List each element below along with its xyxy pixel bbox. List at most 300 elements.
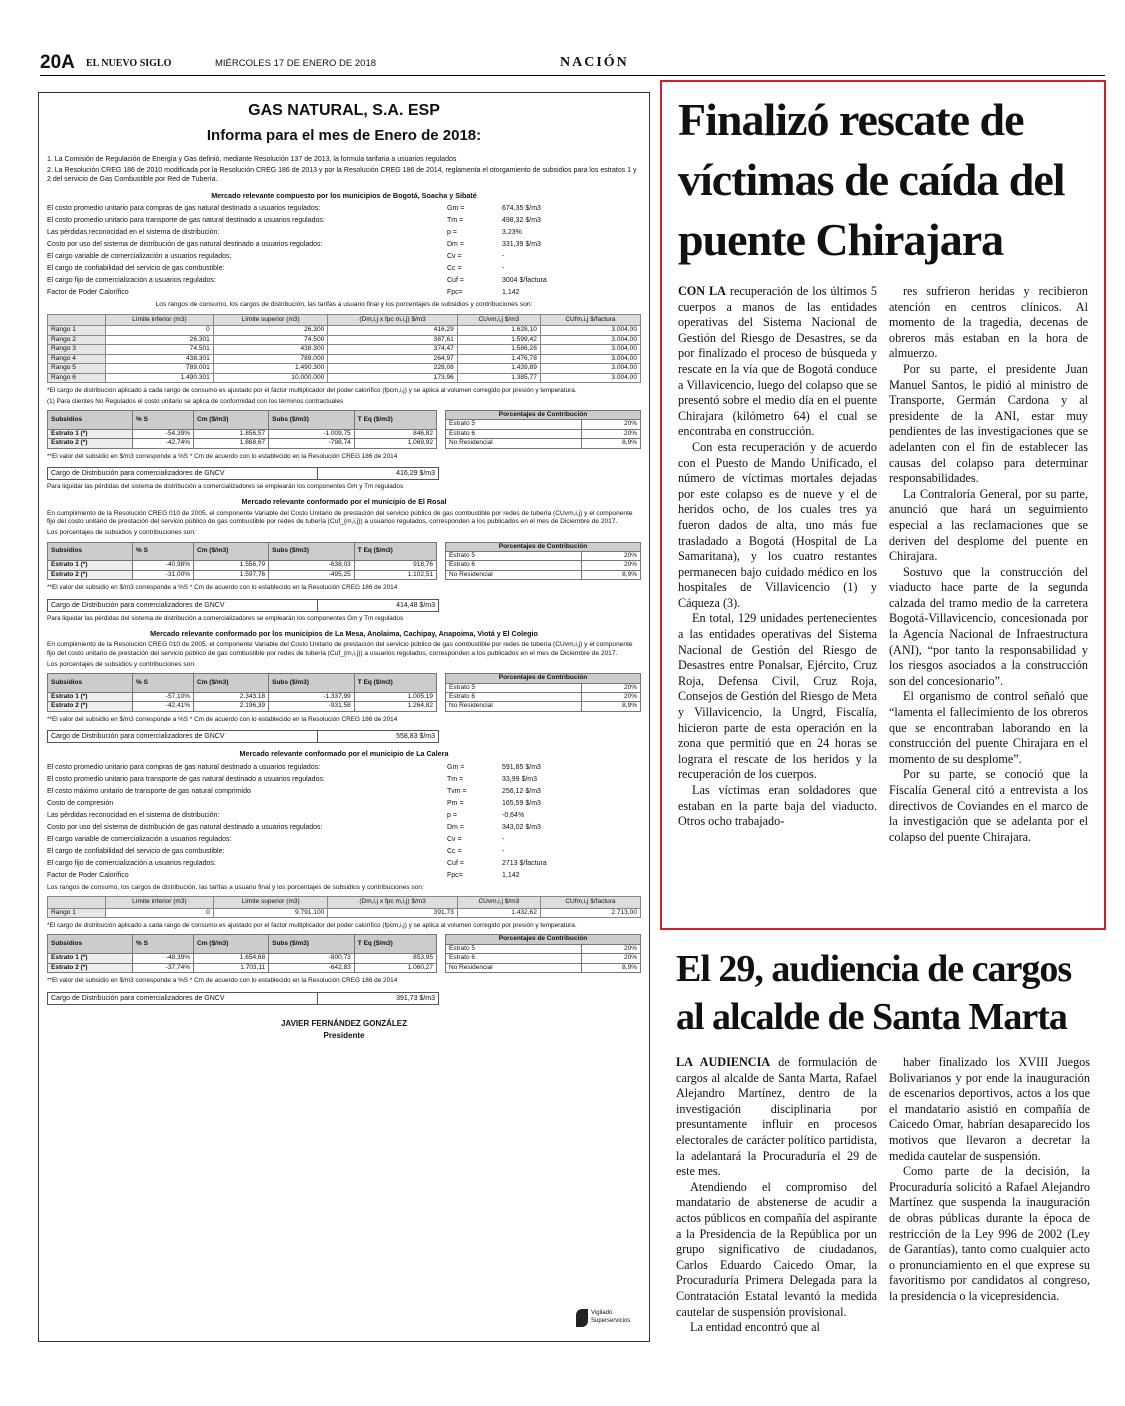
- table-cell: -1.009,75: [269, 429, 355, 438]
- table-cell: 3.004,00: [540, 373, 640, 383]
- param-value: 3004 $/factura: [502, 276, 547, 284]
- market-title: Mercado relevante compuesto por los municipios de Bogotá, Soacha y Sibaté: [211, 190, 477, 200]
- article-santa-marta: [660, 945, 1106, 1365]
- table-row: [446, 683, 641, 692]
- param-label: Factor de Poder Calorífico: [47, 288, 129, 296]
- ranges-header-cell: [48, 897, 106, 908]
- table-cell: -48,39%: [132, 954, 193, 963]
- contribution-table: [445, 934, 641, 973]
- section-name: NACIÓN: [560, 55, 629, 70]
- gncv-charge: [47, 992, 439, 1005]
- ranges-note: *El cargo de distribución aplicado a cada rango de consumo es ajustado por el factor multiplicador del poder calorífico (fpcm,i,j) y se aplica al volumen corregido por presión y temperatura.: [47, 387, 577, 395]
- table-cell: Estrato 5: [446, 420, 582, 429]
- contribution-table: [445, 673, 641, 712]
- param-value: 591,85 $/m3: [502, 763, 541, 771]
- table-cell: 1.385,77: [457, 373, 540, 383]
- ranges-header-cell: Límite inferior (m3): [105, 897, 213, 908]
- table-cell: 9.791.100: [213, 908, 327, 918]
- table-row: [446, 429, 641, 438]
- table-cell: 20%: [582, 692, 641, 701]
- table-cell: 387,61: [328, 335, 458, 345]
- table-row: [48, 354, 641, 364]
- contribution-header-row: [446, 542, 641, 551]
- article-paragraph: [889, 767, 1088, 845]
- table-cell: Rango 2: [48, 335, 106, 345]
- gncv-label: Cargo de Distribución para comercializadores de GNCV: [48, 600, 318, 611]
- subsidies-header-cell: Cm ($/m3): [194, 410, 269, 429]
- article-paragraph: [889, 284, 1088, 362]
- paragraph-text: En total, 129 unidades pertenecientes a las entidades operativas del Sistema Nacional de Gestión del Riesgo de Desastres entre Ponalsar, Ejército, Cruz Roja, Defensa Civil, Cruz Roja, Consejos de Gestión del Riesgo de Meta y Villavicencio, la Ungrd, Fiscalía, hicieron parte de esta operación en la zona que permitió que en 24 horas se lograra el rescate de los heridos y la recuperación de los cuerpos.: [678, 611, 877, 782]
- table-cell: 846,82: [354, 429, 436, 438]
- table-row: [48, 429, 437, 438]
- intro-paragraph: 2. La Resolución CREG 186 de 2010 modificada por la Resolución CREG 186 de 2013 y por la Resolución CREG 186 de 2014, reglamenta el otorgamiento de subsidios para los estratos 1 y 2 del servicio de Gas Combustible por Red de Tubería.: [47, 167, 637, 184]
- table-cell: -31,00%: [132, 570, 193, 579]
- table-cell: 173,96: [328, 373, 458, 383]
- table-row: [446, 420, 641, 429]
- market-text: En cumplimiento de la Resolución CREG 010 de 2005, el componente Variable del Costo Unitario de prestación del servicio público de gas combustible por redes de tubería (CUvm,i,j) y el componente fijo del costo unitario de prestación del servicio público de gas combustible por redes de tubería (Cuf_{m,i,j}) a usuarios regulados, corresponden a los publicados en el mes de Diciembre de 2017.: [47, 509, 633, 526]
- masthead: [40, 52, 1105, 76]
- table-cell: -37,74%: [132, 963, 193, 972]
- table-cell: 438.301: [105, 354, 213, 364]
- table-row: [446, 561, 641, 570]
- table-cell: Rango 4: [48, 354, 106, 364]
- subsidy-note: **El valor del subsidio en $/m3 corresponde a %S * Cm de acuerdo con lo establecido en la Resolución CREG 186 de 2014: [47, 977, 398, 985]
- subsidies-table: [47, 673, 437, 712]
- paragraph-text: haber finalizado los XVIII Juegos Bolivarianos y por ende la inauguración de escenarios deportivos, actos a los que el mandatario asistió en compañía de Caicedo Omar, habrían desaparecido los motivos que llevaron a decretar la medida cautelar de suspensión.: [889, 1055, 1090, 1163]
- table-cell: 20%: [582, 561, 641, 570]
- param-label: El costo promedio unitario para compras de gas natural destinado a usuarios regulados:: [47, 763, 321, 771]
- gncv-value: 391,73 $/m3: [396, 994, 435, 1002]
- table-cell: Estrato 1 (*): [48, 429, 133, 438]
- param-symbol: Tm =: [447, 775, 464, 783]
- losses-note: Para liquidar las pérdidas del sistema de distribución a comercializadores se emplearán los componentes Gm y Tm regulados: [47, 614, 404, 622]
- table-cell: 26.300: [213, 325, 327, 335]
- param-symbol: p =: [447, 811, 457, 819]
- gncv-charge: [47, 599, 439, 612]
- param-value: -: [502, 835, 505, 843]
- gas-natural-notice: [38, 92, 650, 1342]
- ranges-table: [47, 314, 641, 384]
- table-cell: -57,10%: [132, 692, 193, 701]
- logo-text: Vigilado Superservicios: [591, 1310, 631, 1324]
- table-cell: Rango 5: [48, 364, 106, 374]
- gncv-value: 416,29 $/m3: [396, 470, 435, 478]
- table-row: [446, 954, 641, 963]
- article-paragraph: [678, 284, 877, 440]
- table-row: [48, 335, 641, 345]
- param-label: El costo promedio unitario para transporte de gas natural destinado a usuarios regulados:: [47, 775, 325, 783]
- subsidies-block: [47, 410, 641, 449]
- market-title: Mercado relevante conformado por el municipio de La Calera: [239, 749, 449, 759]
- param-value: 1,142: [502, 288, 520, 296]
- param-label: Las pérdidas reconocidad en el sistema de distribución:: [47, 811, 220, 819]
- table-cell: 1.439,89: [457, 364, 540, 374]
- table-cell: 8,9%: [582, 963, 641, 972]
- article-paragraph: [889, 1164, 1090, 1304]
- issue-date: MIÉRCOLES 17 DE ENERO DE 2018: [215, 58, 377, 69]
- param-label: El cargo de confiabilidad del servicio de gas combustible:: [47, 264, 225, 272]
- contribution-header-row: [446, 935, 641, 944]
- table-cell: 20%: [582, 954, 641, 963]
- percent-caption: Los porcentajes de subsidios y contribuciones son:: [47, 528, 196, 536]
- table-row: [48, 345, 641, 355]
- table-cell: Rango 1: [48, 908, 106, 918]
- table-cell: Estrato 6: [446, 429, 582, 438]
- subsidies-header-cell: Subsidios: [48, 935, 133, 954]
- table-cell: Rango 3: [48, 345, 106, 355]
- table-row: [48, 963, 437, 972]
- contribution-table: [445, 410, 641, 449]
- table-cell: 789.001: [105, 364, 213, 374]
- table-cell: 264,97: [328, 354, 458, 364]
- param-value: 331,39 $/m3: [502, 240, 541, 248]
- table-cell: Estrato 1 (*): [48, 954, 133, 963]
- table-cell: 8,9%: [582, 439, 641, 448]
- param-label: El costo máximo unitario de transporte de gas natural comprimido: [47, 787, 251, 795]
- gncv-charge: [47, 467, 439, 480]
- table-cell: 391,73: [328, 908, 458, 918]
- article-paragraph: [678, 611, 877, 783]
- param-label: Costo por uso del sistema de distribución de gas natural destinado a usuarios regulados:: [47, 240, 323, 248]
- market-title: Mercado relevante conformado por los municipios de La Mesa, Anolaima, Cachipay, Anapoima, Viotá y El Colegio: [150, 629, 538, 639]
- table-cell: No Residencial: [446, 963, 582, 972]
- table-cell: 438.300: [213, 345, 327, 355]
- gncv-label: Cargo de Distribución para comercializadores de GNCV: [48, 731, 318, 742]
- subsidies-header-cell: Subs ($/m3): [269, 542, 355, 561]
- subsidies-block: [47, 542, 641, 581]
- table-row: [446, 963, 641, 972]
- param-label: Las pérdidas reconocidad en el sistema de distribución:: [47, 228, 220, 236]
- article-paragraph: [889, 487, 1088, 565]
- table-row: [446, 944, 641, 953]
- subsidies-header-cell: T Eq ($/m3): [354, 674, 436, 693]
- article-column: [678, 284, 877, 845]
- ranges-header-cell: Límite superior (m3): [213, 897, 327, 908]
- subsidies-header-cell: Cm ($/m3): [194, 674, 269, 693]
- table-cell: Estrato 5: [446, 944, 582, 953]
- table-cell: 2.196,39: [194, 702, 269, 711]
- table-row: [48, 702, 437, 711]
- table-cell: Estrato 2 (*): [48, 702, 133, 711]
- table-cell: -1.337,99: [269, 692, 355, 701]
- table-cell: Estrato 2 (*): [48, 963, 133, 972]
- paragraph-text: Con esta recuperación y de acuerdo con el Puesto de Mando Unificado, el número de víctimas mortales dejadas por este colapso es de nueve y el de heridos ocho, de los cuales tres ya fueron dados de alta, uno más fue trasladado a Bogotá (Hospital de La Samaritana), y los cuatro restantes permanecen bajo cuidado médico en los hospitales de Villavicencio (1) y Cáqueza (3).: [678, 439, 877, 610]
- market-parameters: [47, 762, 641, 882]
- param-symbol: Pm =: [447, 799, 464, 807]
- param-value: 498,32 $/m3: [502, 216, 541, 224]
- param-value: 2713 $/factura: [502, 859, 547, 867]
- param-symbol: Dm =: [447, 823, 464, 831]
- param-label: El cargo fijo de comercialización a usuarios regulados:: [47, 276, 216, 284]
- table-cell: 20%: [582, 944, 641, 953]
- table-cell: -40,98%: [132, 561, 193, 570]
- table-cell: 789.000: [213, 354, 327, 364]
- param-label: Factor de Poder Calorífico: [47, 871, 129, 879]
- gncv-label: Cargo de Distribución para comercializadores de GNCV: [48, 468, 318, 479]
- table-cell: 1.856,57: [194, 429, 269, 438]
- param-label: El cargo variable de comercialización a usuarios regulados:: [47, 835, 232, 843]
- table-row: [48, 325, 641, 335]
- table-row: [48, 561, 437, 570]
- article-paragraph: [676, 1055, 877, 1180]
- table-cell: 0: [105, 908, 213, 918]
- article-column: [889, 1055, 1090, 1336]
- paragraph-text: La Contraloría General, por su parte, anunció que hará un seguimiento especial a las reclamaciones que se deriven del desplome del puente en Chirajara.: [889, 486, 1088, 564]
- article-paragraph: [678, 783, 877, 830]
- table-cell: Rango 6: [48, 373, 106, 383]
- paragraph-text: El organismo de control señaló que “lamenta el fallecimiento de los obreros que se encontraban laborando en la construcción del puente Chirajara en el momento de su desplome”.: [889, 689, 1088, 766]
- subsidies-header-cell: Subsidios: [48, 674, 133, 693]
- article-column: [889, 284, 1088, 845]
- percent-caption: Los porcentajes de subsidios y contribuciones son:: [47, 660, 196, 668]
- table-cell: No Residencial: [446, 570, 582, 579]
- table-cell: 918,76: [354, 561, 436, 570]
- table-cell: 74.500: [213, 335, 327, 345]
- paragraph-text: Por su parte, se conoció que la Fiscalía General citó a entrevista a los directivos de Coviandes en el marco de la investigación que se adelanta por el colapso del puente Chirajara.: [889, 767, 1088, 844]
- table-row: [446, 702, 641, 711]
- table-cell: 1.069,92: [354, 439, 436, 448]
- notice-subtitle: Informa para el mes de Enero de 2018:: [206, 126, 482, 144]
- table-cell: 1.556,79: [194, 561, 269, 570]
- lead-in: CON LA: [678, 284, 726, 298]
- lead-in: LA AUDIENCIA: [676, 1055, 771, 1069]
- subsidy-note: **El valor del subsidio en $/m3 corresponde a %S * Cm de acuerdo con lo establecido en la Resolución CREG 186 de 2014: [47, 715, 398, 723]
- table-cell: 3.004,00: [540, 335, 640, 345]
- subsidies-header-row: [48, 542, 437, 561]
- ranges-note: *El cargo de distribución aplicado a cada rango de consumo es ajustado por el factor multiplicador del poder calorífico (fpcm,i,j) y se aplica al volumen corregido por presión y temperatura.: [47, 922, 577, 930]
- table-cell: -42,74%: [132, 439, 193, 448]
- paragraph-text: res sufrieron heridas y recibieron atención en centros clínicos. Al momento de la tragedia, decenas de obreros más estaban en la hora de almuerzo.: [889, 284, 1088, 361]
- table-row: [48, 908, 641, 918]
- ranges-header-cell: CUfm,i,j $/factura: [540, 897, 640, 908]
- ranges-header-cell: CUfm,i,j $/factura: [540, 314, 640, 325]
- ranges-note: (1) Para clientes No Regulados el costo unitario se aplica de conformidad con los términos contractuales: [47, 397, 344, 405]
- subsidies-table: [47, 542, 437, 581]
- article-paragraph: [676, 1320, 877, 1336]
- article-column: [676, 1055, 877, 1336]
- ranges-header-row: [48, 897, 641, 908]
- param-symbol: Cv =: [447, 252, 462, 260]
- subsidies-header-cell: Cm ($/m3): [194, 542, 269, 561]
- superservicios-icon: [576, 1309, 588, 1327]
- param-symbol: p =: [447, 228, 457, 236]
- table-cell: 20%: [582, 551, 641, 560]
- table-cell: 1.586,28: [457, 345, 540, 355]
- table-cell: 1.654,68: [194, 954, 269, 963]
- signature-name: JAVIER FERNÁNDEZ GONZÁLEZ: [280, 1018, 408, 1028]
- param-symbol: Gm =: [447, 204, 465, 212]
- paragraph-text: Por su parte, el presidente Juan Manuel Santos, le pidió al ministro de Transporte, Germán Cardona y al presidente de la ANI, estar muy pendientes de las investigaciones que se adelanten con el fin de establecer las causas del colapso para determinar responsabilidades.: [889, 361, 1088, 486]
- table-cell: 8,9%: [582, 570, 641, 579]
- article-paragraph: [678, 440, 877, 612]
- gncv-charge: [47, 730, 439, 743]
- table-cell: 1.264,82: [354, 702, 436, 711]
- subsidies-header-cell: T Eq ($/m3): [354, 410, 436, 429]
- table-cell: 1.599,42: [457, 335, 540, 345]
- table-cell: -42,41%: [132, 702, 193, 711]
- param-value: 3,23%: [502, 228, 522, 236]
- table-cell: 3.004,00: [540, 364, 640, 374]
- table-cell: Estrato 5: [446, 683, 582, 692]
- market-title: Mercado relevante conformado por el municipio de El Rosal: [241, 497, 447, 507]
- subsidies-header-cell: Subs ($/m3): [269, 935, 355, 954]
- table-cell: 1.628,10: [457, 325, 540, 335]
- page-number: 20A: [40, 52, 75, 73]
- paragraph-text: de formulación de cargos al alcalde de Santa Marta, Rafael Alejandro Martínez, dentro de la investigación disciplinaria por presuntamente influir en procesos electorales de carácter político partidista, la adelantará la Procuraduría el 29 de este mes.: [676, 1055, 877, 1179]
- contribution-table: [445, 542, 641, 581]
- subsidies-header-cell: T Eq ($/m3): [354, 935, 436, 954]
- subsidies-header-cell: % S: [132, 410, 193, 429]
- subsidies-block: [47, 673, 641, 712]
- param-symbol: Dm =: [447, 240, 464, 248]
- table-cell: Estrato 6: [446, 954, 582, 963]
- paragraph-text: Sostuvo que la construcción del viaducto hace parte de la segunda calzada del tramo medio de la carretera Bogotá-Villavicencio, concesionada por la Agencia Nacional de Infraestructura (ANI), “por tanto la responsabilidad y los riesgos asociados a la construcción son del concesionario”.: [889, 564, 1088, 688]
- table-cell: 228,08: [328, 364, 458, 374]
- table-cell: 26.301: [105, 335, 213, 345]
- table-cell: Rango 1: [48, 325, 106, 335]
- subsidies-header-cell: % S: [132, 935, 193, 954]
- paragraph-text: Atendiendo el compromiso del mandatario de abstenerse de acudir a actos públicos en compañía del aspirante a la Presidencia de la República por un grupo significativo de ciudadanos, Carlos Eduardo Caicedo Omar, la Procuraduría Primera Delegada para la Contratación Estatal levantó la medida cautelar de suspensión provisional.: [676, 1179, 877, 1319]
- paragraph-text: Las víctimas eran soldadores que estaban en la parte baja del viaducto. Otros ocho trabajado-: [678, 783, 877, 829]
- gncv-label: Cargo de Distribución para comercializadores de GNCV: [48, 993, 318, 1004]
- losses-note: Para liquidar las pérdidas del sistema de distribución a comercializadores se emplearán los componentes Gm y Tm regulados: [47, 483, 404, 491]
- paragraph-text: recuperación de los últimos 5 cuerpos a manos de las entidades operativas del Sistema Nacional de Gestión del Riesgo de Desastres, se da por finalizado el proceso de búsqueda y rescate en la vía que de Bogotá conduce a Villavicencio, luego del colapso que se presentó sobre el medio día en el puente Chirajara (kilómetro 64) el cual se encontraba en construcción.: [678, 284, 877, 439]
- subsidy-note: **El valor del subsidio en $/m3 corresponde a %S * Cm de acuerdo con lo establecido en la Resolución CREG 186 de 2014: [47, 584, 398, 592]
- subsidies-header-cell: Cm ($/m3): [194, 935, 269, 954]
- param-symbol: Fpc=: [447, 288, 463, 296]
- param-label: El cargo variable de comercialización a usuarios regulados:: [47, 252, 232, 260]
- ranges-caption: Los rangos de consumo, los cargos de distribución, las tarifas a usuario final y los porcentajes de subsidios y contribuciones son:: [155, 300, 533, 308]
- table-cell: Estrato 2 (*): [48, 570, 133, 579]
- table-cell: 1.868,67: [194, 439, 269, 448]
- table-cell: Estrato 2 (*): [48, 439, 133, 448]
- table-row: [48, 439, 437, 448]
- param-value: 674,35 $/m3: [502, 204, 541, 212]
- article-body: [678, 284, 1088, 845]
- param-value: 165,59 $/m3: [502, 799, 541, 807]
- gncv-value: 414,48 $/m3: [396, 601, 435, 609]
- ranges-header-cell: (Dm,i,j x fpc m,i,j) $/m3: [328, 897, 458, 908]
- table-cell: 20%: [582, 683, 641, 692]
- subsidies-header-cell: Subsidios: [48, 410, 133, 429]
- subsidies-table: [47, 934, 437, 973]
- subsidy-note: **El valor del subsidio en $/m3 corresponde a %S * Cm de acuerdo con lo establecido en la Resolución CREG 186 de 2014: [47, 452, 398, 460]
- table-cell: -931,58: [269, 702, 355, 711]
- param-symbol: Tvm =: [447, 787, 467, 795]
- contribution-header: Porcentajes de Contribución: [446, 674, 641, 683]
- table-cell: 1.432,62: [457, 908, 540, 918]
- table-row: [446, 692, 641, 701]
- param-value: -0,64%: [502, 811, 525, 819]
- table-row: [48, 364, 641, 374]
- article-paragraph: [889, 689, 1088, 767]
- subsidies-block: [47, 934, 641, 973]
- table-cell: 1.476,78: [457, 354, 540, 364]
- param-symbol: Cuf =: [447, 859, 464, 867]
- contribution-header-row: [446, 674, 641, 683]
- table-cell: 74.501: [105, 345, 213, 355]
- article-body: [676, 1055, 1090, 1336]
- gncv-value: 558,83 $/m3: [396, 733, 435, 741]
- ranges-header-cell: (Dm,i,j x fpc m,i,j) $/m3: [328, 314, 458, 325]
- table-cell: 3.004,00: [540, 354, 640, 364]
- param-symbol: Cv =: [447, 835, 462, 843]
- table-cell: Estrato 5: [446, 551, 582, 560]
- table-cell: Estrato 1 (*): [48, 561, 133, 570]
- notice-company: GAS NATURAL, S.A. ESP: [248, 102, 440, 119]
- ranges-header-cell: Límite inferior (m3): [105, 314, 213, 325]
- ranges-header-cell: [48, 314, 106, 325]
- notice-intro: [47, 155, 641, 184]
- table-cell: -800,73: [269, 954, 355, 963]
- param-value: -: [502, 264, 505, 272]
- table-cell: 1.703,11: [194, 963, 269, 972]
- table-cell: 8,9%: [582, 702, 641, 711]
- article-chirajara: [660, 80, 1106, 930]
- param-symbol: Fpc=: [447, 871, 463, 879]
- table-cell: -798,74: [269, 439, 355, 448]
- param-value: 256,12 $/m3: [502, 787, 541, 795]
- param-label: El costo promedio unitario para transporte de gas natural destinado a usuarios regulados:: [47, 216, 325, 224]
- article-paragraph: [889, 362, 1088, 487]
- table-row: [446, 551, 641, 560]
- param-symbol: Cc =: [447, 264, 462, 272]
- subsidies-table: [47, 410, 437, 449]
- table-cell: 416,29: [328, 325, 458, 335]
- article-headline: Finalizó rescate de víctimas de caída del puente Chirajara: [678, 94, 1065, 265]
- market-parameters: [47, 203, 641, 299]
- table-cell: -54,39%: [132, 429, 193, 438]
- subsidies-header-cell: T Eq ($/m3): [354, 542, 436, 561]
- subsidies-header-cell: % S: [132, 674, 193, 693]
- param-value: 343,02 $/m3: [502, 823, 541, 831]
- table-cell: 3.004,00: [540, 345, 640, 355]
- newspaper-name: EL NUEVO SIGLO: [86, 58, 172, 69]
- table-row: [48, 692, 437, 701]
- ranges-header-cell: CUvm,i,j $/m3: [457, 314, 540, 325]
- table-cell: No Residencial: [446, 702, 582, 711]
- param-label: El cargo fijo de comercialización a usuarios regulados:: [47, 859, 216, 867]
- superservicios-logo: [576, 1309, 639, 1327]
- param-label: El cargo de confiabilidad del servicio de gas combustible:: [47, 847, 225, 855]
- table-cell: -642,83: [269, 963, 355, 972]
- table-cell: 10.000.000: [213, 373, 327, 383]
- subsidies-header-row: [48, 674, 437, 693]
- param-symbol: Gm =: [447, 763, 465, 771]
- param-label: Costo por uso del sistema de distribución de gas natural destinado a usuarios regulados:: [47, 823, 323, 831]
- subsidies-header-row: [48, 410, 437, 429]
- table-cell: Estrato 1 (*): [48, 692, 133, 701]
- param-value: -: [502, 252, 505, 260]
- table-cell: No Residencial: [446, 439, 582, 448]
- article-paragraph: [889, 565, 1088, 690]
- ranges-caption: Los rangos de consumo, los cargos de distribución, las tarifas a usuario final y los porcentajes de subsidios y contribuciones son:: [47, 883, 424, 891]
- param-value: -: [502, 847, 505, 855]
- signature-title: Presidente: [323, 1031, 365, 1041]
- param-label: El costo promedio unitario para compras de gas natural destinado a usuarios regulados:: [47, 204, 321, 212]
- table-cell: 1.490.300: [213, 364, 327, 374]
- table-row: [48, 954, 437, 963]
- intro-paragraph: 1. La Comisión de Regulación de Energía y Gas definió, mediante Resolución 137 de 2013, la formula tarifaria a usuarios regulados: [47, 156, 457, 164]
- ranges-header-cell: Límite superior (m3): [213, 314, 327, 325]
- paragraph-text: La entidad encontró que al: [690, 1320, 820, 1335]
- table-cell: Estrato 6: [446, 692, 582, 701]
- table-cell: 2.713,00: [540, 908, 640, 918]
- table-cell: 1.060,27: [354, 963, 436, 972]
- article-paragraph: [889, 1055, 1090, 1164]
- table-cell: 1.490.301: [105, 373, 213, 383]
- subsidies-header-cell: Subsidios: [48, 542, 133, 561]
